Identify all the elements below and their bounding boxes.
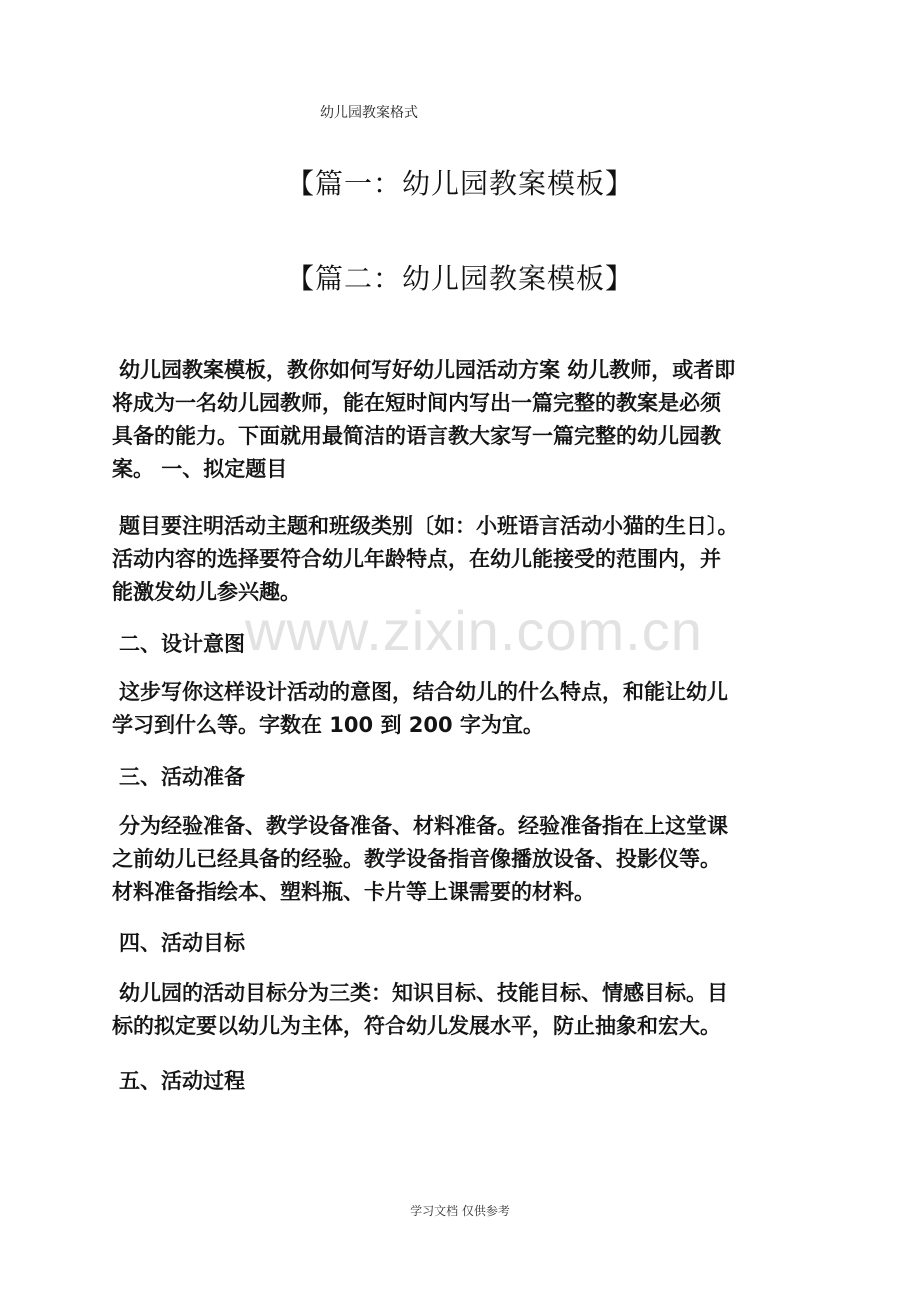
paragraph-line: 题目要注明活动主题和班级类别〔如：小班语言活动小猫的生日〕。 bbox=[119, 514, 739, 538]
intro-paragraph bbox=[112, 354, 812, 486]
paragraph-line: 分为经验准备、教学设备准备、材料准备。经验准备指在上这堂课 bbox=[119, 814, 728, 838]
chapter-title-2: 【篇二：幼儿园教案模板】 bbox=[285, 262, 634, 295]
section-4-heading: 四、活动目标 bbox=[119, 931, 245, 955]
section-5-heading: 五、活动过程 bbox=[119, 1069, 245, 1093]
section-3-body bbox=[112, 810, 812, 909]
paragraph-line: 学习到什么等。字数在 100 到 200 字为宜。 bbox=[112, 713, 544, 737]
page-header: 幼儿园教案格式 bbox=[320, 105, 418, 121]
paragraph-line: 这步写你这样设计活动的意图，结合幼儿的什么特点，和能让幼儿 bbox=[119, 680, 728, 704]
paragraph-line: 能激发幼儿参兴趣。 bbox=[112, 580, 301, 604]
section-4-body bbox=[112, 977, 812, 1043]
section-2-heading: 二、设计意图 bbox=[119, 632, 245, 656]
paragraph-line: 活动内容的选择要符合幼儿年龄特点，在幼儿能接受的范围内，并 bbox=[112, 547, 721, 571]
chapter-title-1: 【篇一：幼儿园教案模板】 bbox=[285, 167, 634, 200]
paragraph-line: 具备的能力。下面就用最简洁的语言教大家写一篇完整的幼儿园教 bbox=[112, 424, 721, 448]
paragraph-line: 将成为一名幼儿园教师，能在短时间内写出一篇完整的教案是必须 bbox=[112, 391, 721, 415]
watermark-text: www.zixin.com.cn bbox=[245, 599, 703, 662]
paragraph-line: 幼儿园教案模板，教你如何写好幼儿园活动方案 幼儿教师，或者即 bbox=[119, 358, 736, 382]
paragraph-line: 之前幼儿已经具备的经验。教学设备指音像播放设备、投影仪等。 bbox=[112, 847, 721, 871]
section-2-body bbox=[112, 676, 812, 742]
paragraph-line: 标的拟定要以幼儿为主体，符合幼儿发展水平，防止抽象和宏大。 bbox=[112, 1014, 721, 1038]
paragraph-line: 案。 一、拟定题目 bbox=[112, 457, 288, 481]
paragraph-line: 材料准备指绘本、塑料瓶、卡片等上课需要的材料。 bbox=[112, 880, 595, 904]
paragraph-line: 幼儿园的活动目标分为三类：知识目标、技能目标、情感目标。目 bbox=[119, 981, 728, 1005]
section-1-body bbox=[112, 510, 812, 609]
page-footer: 学习文档 仅供参考 bbox=[410, 1204, 510, 1218]
section-3-heading: 三、活动准备 bbox=[119, 765, 245, 789]
